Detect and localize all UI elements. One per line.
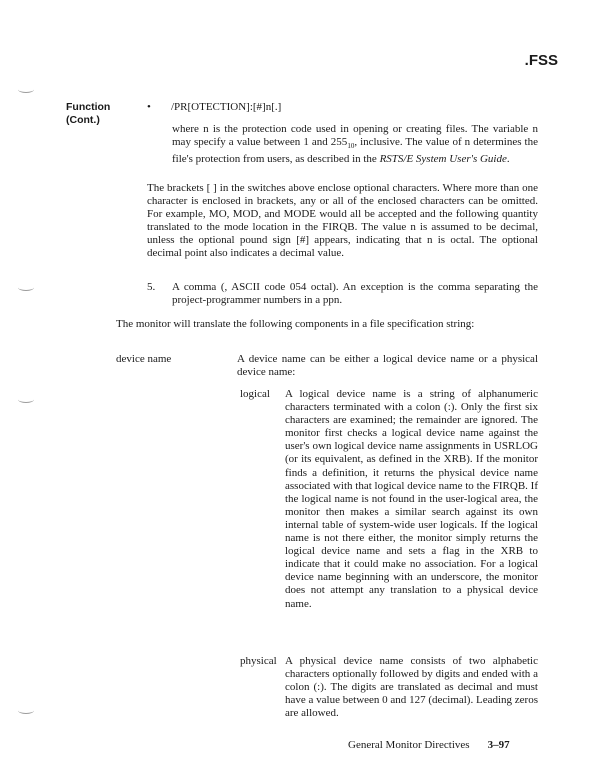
margin-mark bbox=[18, 284, 34, 291]
bullet: • bbox=[147, 101, 151, 113]
switch-syntax: /PR[OTECTION]:[#]n[.] bbox=[171, 101, 282, 113]
term-physical: physical bbox=[240, 655, 277, 667]
margin-mark bbox=[18, 707, 34, 714]
side-heading bbox=[66, 101, 110, 127]
term-logical: logical bbox=[240, 388, 270, 400]
term-device-name: device name bbox=[116, 353, 172, 365]
switch-description: where n is the protection code used in opening or creating files. The variable n may specify a value between 1 and $255_{10}$, inclusive. The value of n determines the file's protection from users, as described in the RSTS/E System User's Guide. bbox=[172, 123, 538, 166]
page-footer bbox=[348, 739, 510, 751]
brackets-paragraph: The brackets [ ] in the switches above enclose optional characters. Where more than one character is enclosed in brackets, any or all of the enclosed characters can be omitted. For example, MO, MOD, and MODE would all be accepted and the following quantity translated to the mode location in the FIRQB. The value n is assumed to be decimal, unless the optional pound sign [#] appears, indicating that n is octal. The optional decimal point also indicates a decimal value. bbox=[147, 182, 538, 260]
section-title: .FSS bbox=[524, 52, 558, 69]
margin-mark bbox=[18, 86, 34, 93]
guide-title: RSTS/E System User's Guide bbox=[379, 153, 507, 166]
margin-mark bbox=[18, 396, 34, 403]
side-heading-line2: (Cont.) bbox=[66, 114, 100, 126]
list-number: 5. bbox=[147, 281, 156, 293]
switch-syntax-line bbox=[147, 101, 281, 113]
device-name-definition: A device name can be either a logical device name or a physical device name: bbox=[237, 353, 538, 379]
list-item-text: A comma (, ASCII code 054 octal). An exception is the comma separating the project-programmer numbers in a ppn. bbox=[172, 281, 538, 307]
intro-paragraph: The monitor will translate the following components in a file specification string: bbox=[116, 318, 475, 330]
subscript: 10 bbox=[347, 142, 355, 151]
logical-definition: A logical device name is a string of alphanumeric characters terminated with a colon (:). Only the first six characters are examined; the remainder are ignored. The monitor first checks a logical device name against the user's own logical device name assignments in USRLOG (or its equivalent, as defined in the XRB). If the monitor finds a definition, it returns the physical device name associated with that logical device name to the FIRQB. If the logical name is not found in the user-logical area, the monitor then makes a similar search against its own internal table of system-wide user logicals. If the logical name is not there either, the monitor simply returns the logical device name and sets a flag in the XRB to indicate that it could make no association. For a logical device name beginning with an underscore, the monitor does not attempt any translation to a physical device name. bbox=[285, 388, 538, 610]
side-heading-line1: Function bbox=[66, 101, 111, 113]
physical-definition: A physical device name consists of two alphabetic characters optionally followed by digits and ended with a colon (:). The digits are translated as decimal and must have a value between 0 and 127 (decimal). Leading zeros are allowed. bbox=[285, 655, 538, 720]
page-number: 3–97 bbox=[487, 739, 510, 751]
footer-title: General Monitor Directives bbox=[348, 739, 470, 751]
